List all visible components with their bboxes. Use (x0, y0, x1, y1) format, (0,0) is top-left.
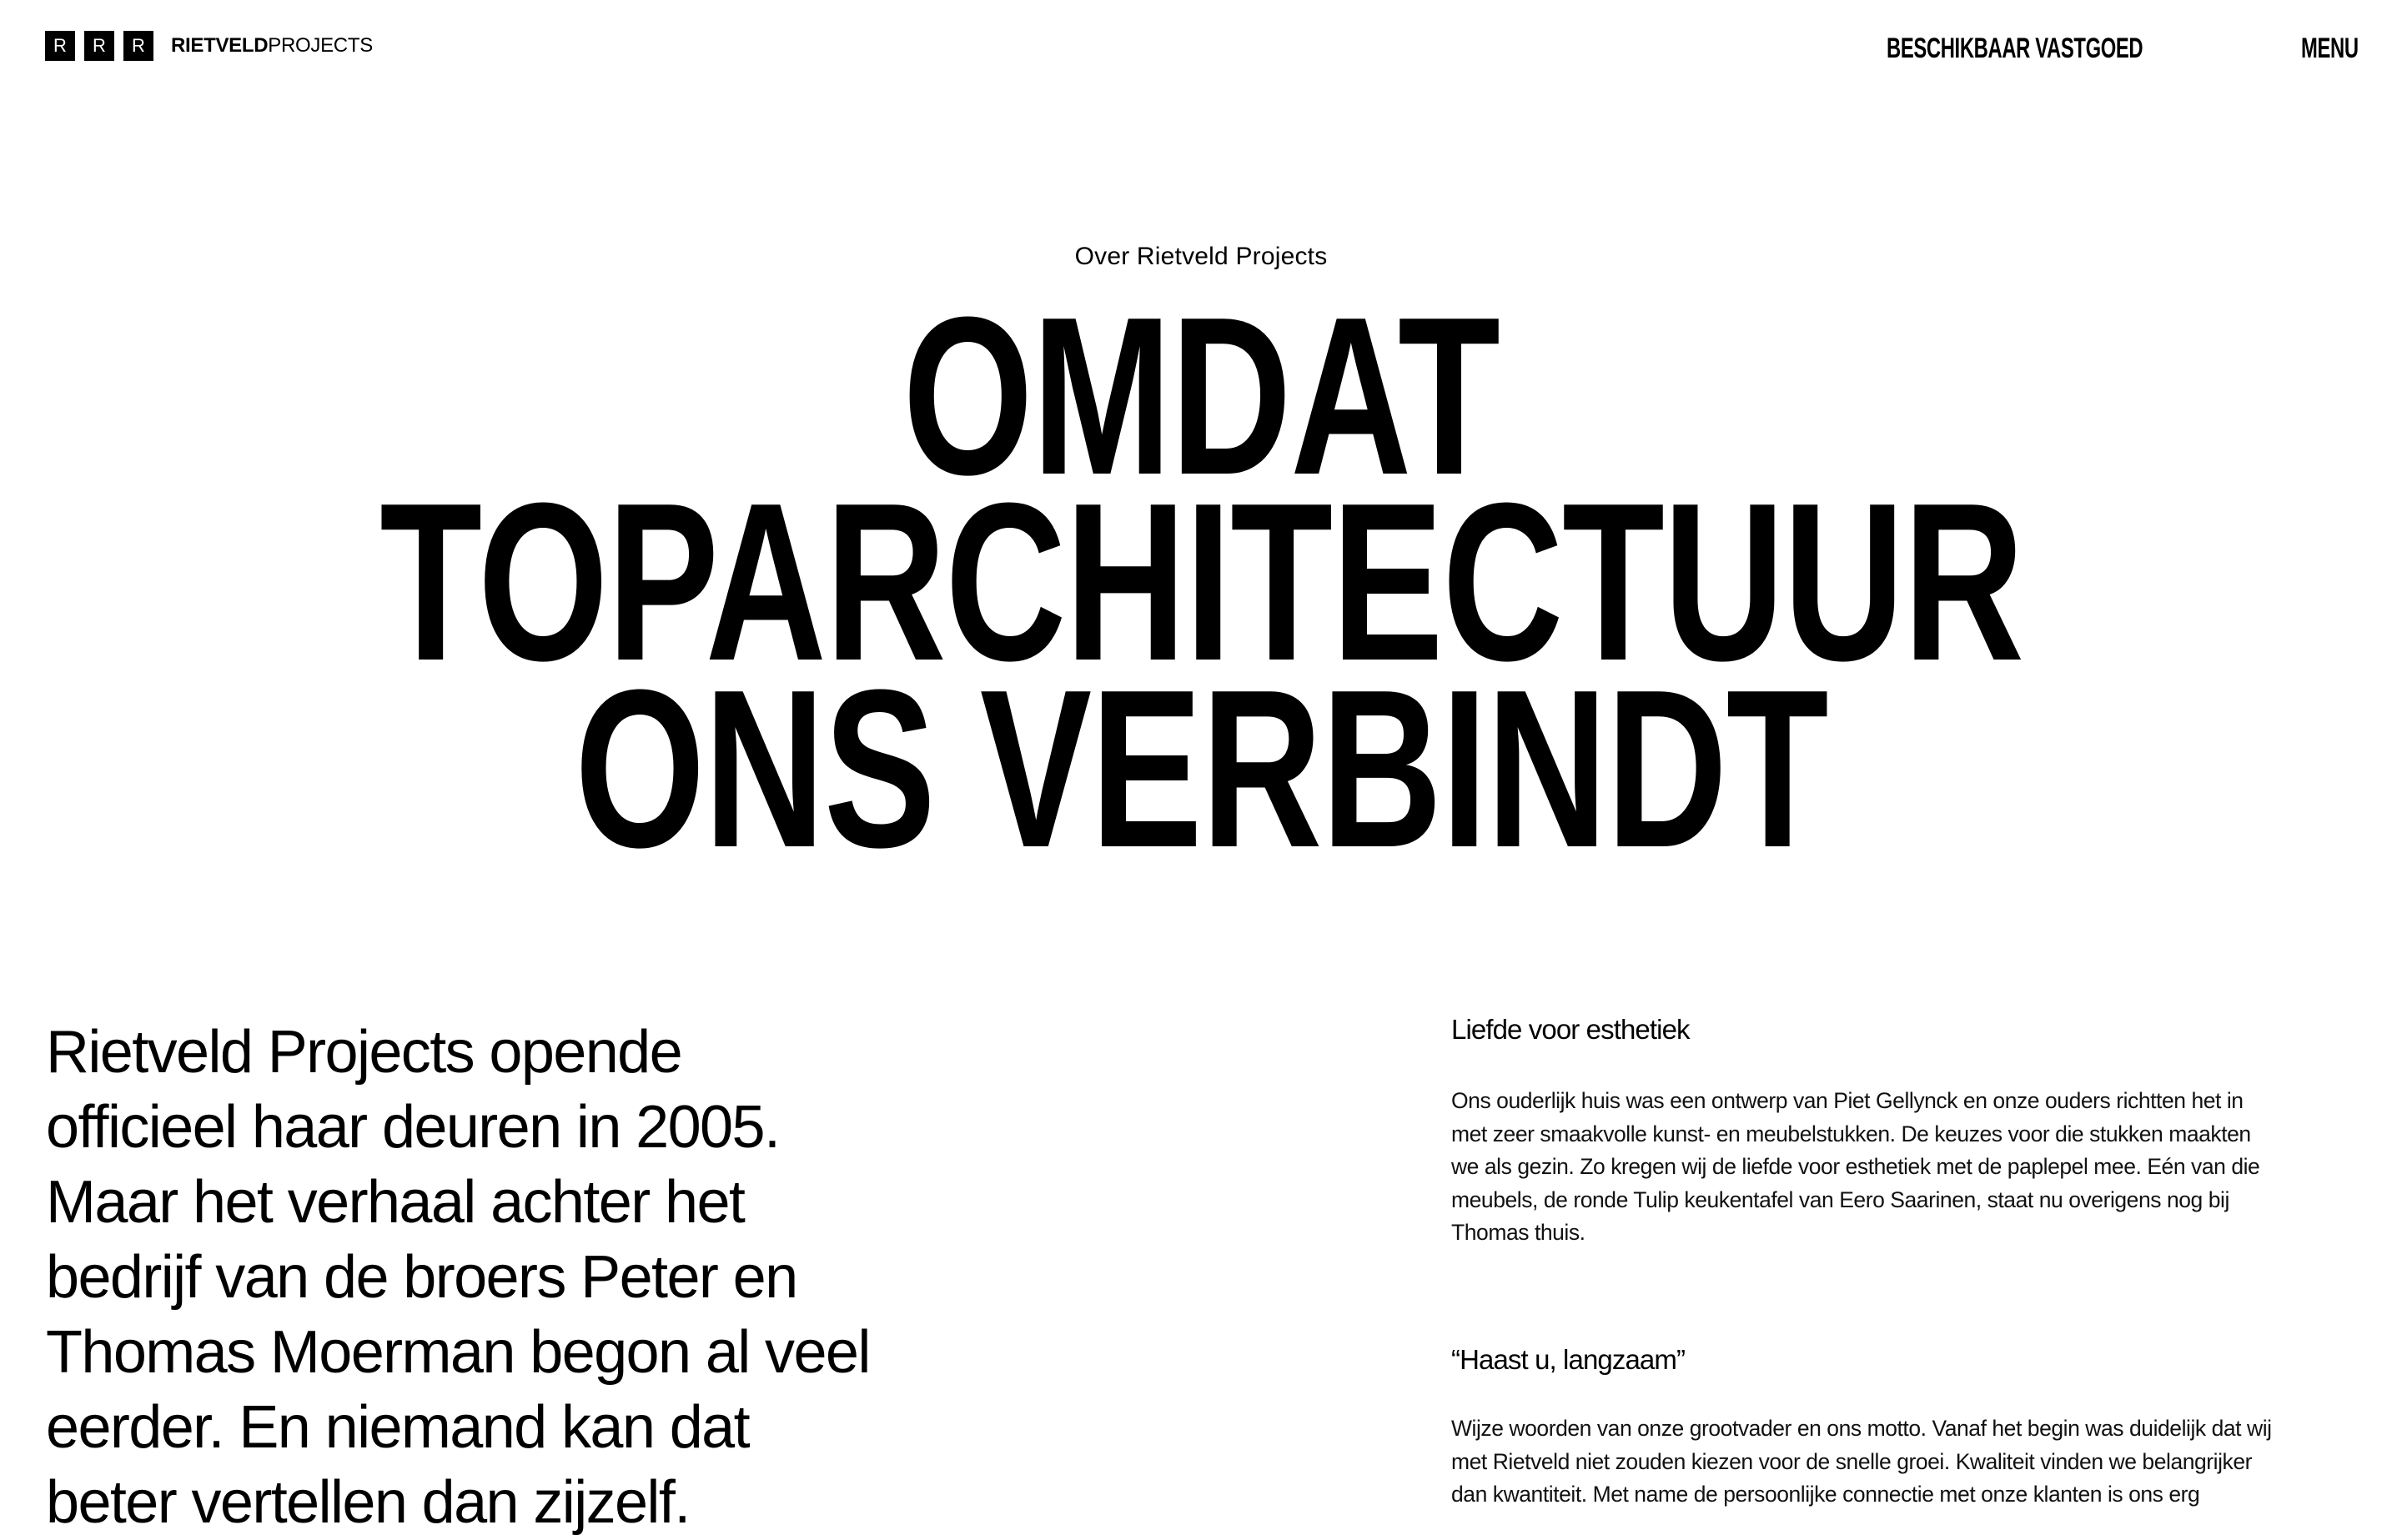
nav-available-real-estate-link[interactable]: BESCHIKBAAR VASTGOED (1887, 33, 2143, 64)
body-line: meubels, de ronde Tulip keukentafel van Eero Saarinen, staat nu overigens nog bij (1451, 1186, 2229, 1212)
section-body-motto (1451, 1412, 2377, 1512)
hero-eyebrow: Over Rietveld Projects (1074, 243, 1328, 270)
body-line: Ons ouderlijk huis was een ontwerp van Piet Gellynck en onze ouders richtten het in (1451, 1088, 2244, 1113)
logo-home-link[interactable] (45, 31, 373, 61)
logo-wordmark (171, 31, 373, 61)
intro-paragraph (46, 1015, 1047, 1540)
headline-line-2-text: TOPARCHITECTUUR (379, 457, 2023, 708)
intro-line: Maar het verhaal achter het (46, 1169, 745, 1236)
logo-wordmark-light: PROJECTS (268, 34, 373, 57)
body-line: dan kwantiteit. Met name de persoonlijke connectie met onze klanten is ons erg (1451, 1482, 2200, 1507)
section-body-aesthetics (1451, 1085, 2377, 1250)
intro-line: eerder. En niemand kan dat (46, 1394, 750, 1461)
logo-box-2: R (84, 31, 114, 61)
section-heading-aesthetics: Liefde voor esthetiek (1451, 1014, 1690, 1045)
headline-line-3-text: ONS VERBINDT (574, 644, 1828, 895)
section-heading-motto: “Haast u, langzaam” (1451, 1344, 1686, 1375)
intro-line: Rietveld Projects opende (46, 1019, 682, 1086)
body-line: met Rietveld niet zouden kiezen voor de snelle groei. Kwaliteit vinden we belangrijker (1451, 1448, 2253, 1474)
logo-wordmark-strong: RIETVELD (171, 34, 269, 57)
body-line: Thomas thuis. (1451, 1220, 1585, 1245)
headline-line-1-text: OMDAT (902, 271, 1500, 522)
logo-box-1: R (45, 31, 75, 61)
intro-line: Thomas Moerman begon al veel (46, 1319, 870, 1386)
intro-line: bedrijf van de broers Peter en (46, 1244, 797, 1311)
logo-box-3: R (123, 31, 153, 61)
body-line: we als gezin. Zo kregen wij de liefde voor esthetiek met de paplepel mee. Eén van die (1451, 1154, 2260, 1179)
body-line: Wijze woorden van onze grootvader en ons motto. Vanaf het begin was duidelijk dat wij (1451, 1416, 2272, 1441)
intro-line: officieel haar deuren in 2005. (46, 1094, 780, 1161)
body-line: met zeer smaakvolle kunst- en meubelstukken. De keuzes voor die stukken maakten (1451, 1121, 2251, 1146)
headline-line-3 (0, 644, 2402, 895)
menu-button[interactable]: MENU (2301, 33, 2359, 64)
intro-line: beter vertellen dan zijzelf. (46, 1469, 690, 1536)
